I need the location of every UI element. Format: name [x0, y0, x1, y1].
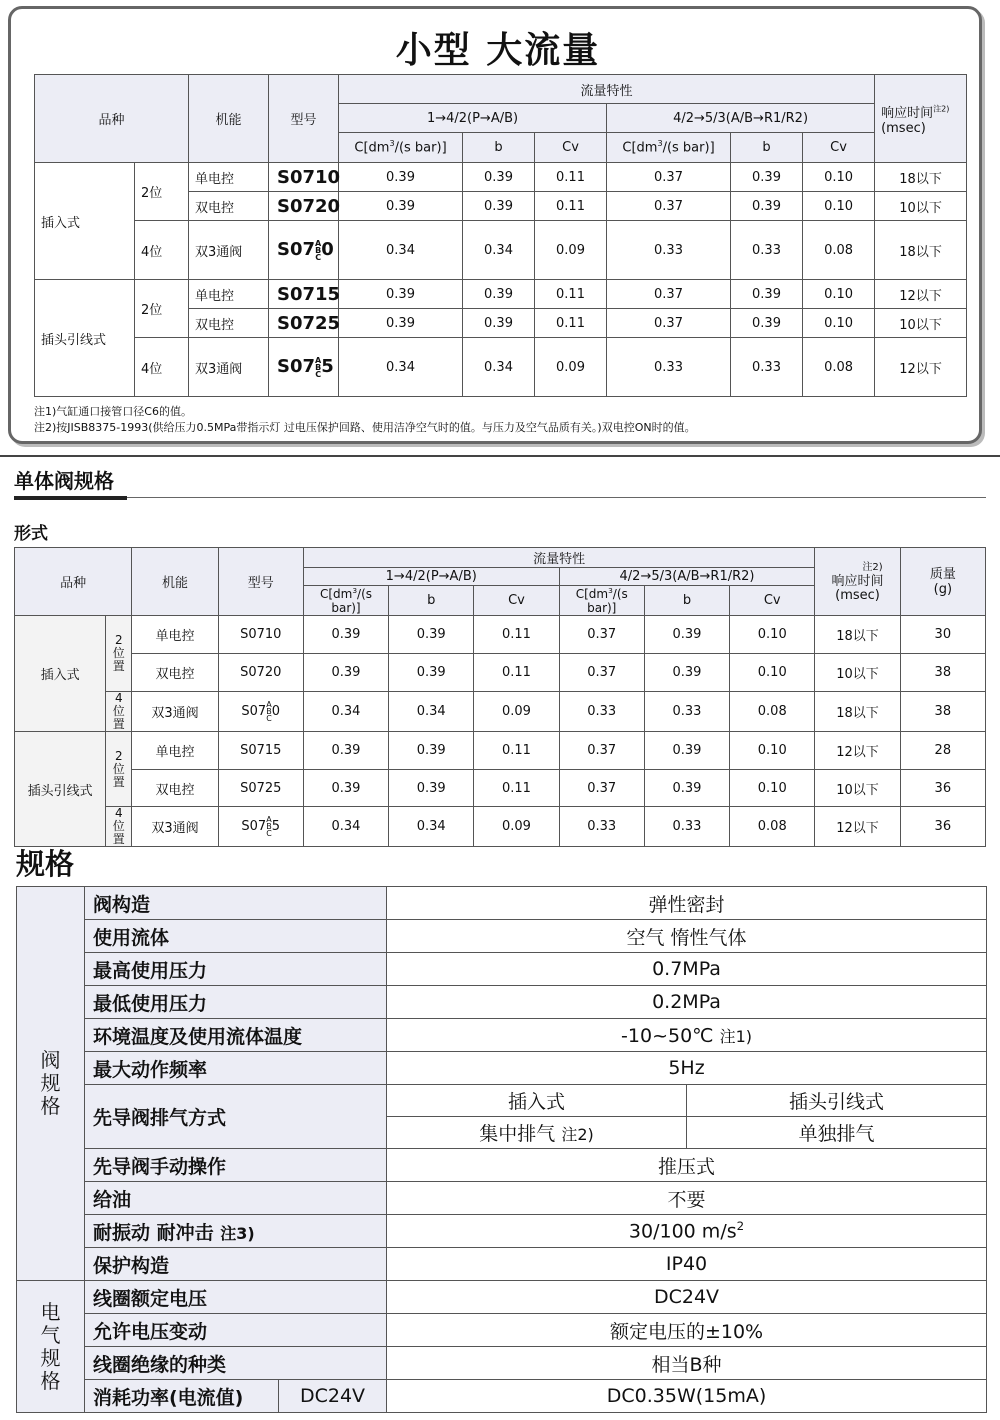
table-cell: 0.10	[730, 654, 815, 692]
table-cell: DC24V	[279, 1380, 387, 1413]
header-cv1: Cv	[535, 133, 607, 163]
table-cell: 0.10	[803, 163, 875, 192]
table-cell: 空气 惰性气体	[387, 920, 987, 953]
table-cell: 0.39	[731, 309, 803, 338]
category-valve: 阀 规 格	[17, 887, 85, 1281]
table-cell: 插入式	[387, 1085, 687, 1117]
heading-underline	[14, 497, 986, 498]
header-function: 机能	[189, 75, 269, 163]
table-cell: 双3通阀	[132, 807, 218, 847]
table-cell: 12以下	[875, 280, 967, 309]
single-valve-table	[14, 547, 986, 847]
table-cell: 0.39	[303, 732, 388, 770]
table-cell: 单独排气	[687, 1117, 987, 1149]
table-cell: 双3通阀	[132, 692, 218, 732]
table-cell: 0.09	[474, 807, 559, 847]
pos-4: 4位	[135, 221, 189, 280]
table-cell: 单电控	[189, 280, 269, 309]
table-cell: 允许电压变动	[85, 1314, 387, 1347]
table-cell: 0.08	[730, 692, 815, 732]
section-heading-specs: 规格	[16, 847, 75, 881]
table-cell: 0.11	[474, 770, 559, 807]
table-cell: 0.39	[339, 192, 463, 221]
table-cell: 额定电压的±10%	[387, 1314, 987, 1347]
table-cell: 0.11	[535, 163, 607, 192]
table-cell: 30	[900, 616, 985, 654]
table-cell: S0725	[269, 309, 339, 338]
table-cell: 28	[900, 732, 985, 770]
table-cell: 18以下	[815, 616, 900, 654]
table-cell: 最高使用压力	[85, 953, 387, 986]
panel-title: 小型 大流量	[395, 30, 601, 71]
table-row	[15, 770, 986, 807]
table-cell: 0.11	[474, 616, 559, 654]
table-cell: 0.10	[803, 280, 875, 309]
table-row	[15, 692, 986, 732]
table-row	[35, 338, 967, 397]
table-cell: 18以下	[875, 163, 967, 192]
table-cell: 0.37	[607, 309, 731, 338]
table-cell: 0.37	[607, 163, 731, 192]
table-cell: 18以下	[875, 221, 967, 280]
table-cell: 0.11	[474, 732, 559, 770]
table-cell: 0.10	[730, 616, 815, 654]
table-cell: 给油	[85, 1182, 387, 1215]
header-b2: b	[644, 586, 729, 616]
table-cell: S0720	[218, 654, 303, 692]
table-cell: 0.08	[803, 221, 875, 280]
table-cell: 保护构造	[85, 1248, 387, 1281]
table-cell: 推压式	[387, 1149, 987, 1182]
table-cell: 0.37	[607, 192, 731, 221]
table-cell: S0710	[218, 616, 303, 654]
pos-4: 4位	[135, 338, 189, 397]
table-cell: 单电控	[132, 732, 218, 770]
pos-4: 4 位 置	[106, 807, 132, 847]
table-cell: 0.39	[389, 770, 474, 807]
table-cell: 0.37	[559, 770, 644, 807]
group-plug-lead: 插头引线式	[15, 732, 106, 847]
header-flow: 流量特性	[303, 548, 815, 568]
header-b1: b	[389, 586, 474, 616]
table-cell: 0.09	[535, 221, 607, 280]
group-plug-lead: 插头引线式	[35, 280, 135, 397]
table-cell: 0.11	[535, 280, 607, 309]
specs-table	[16, 886, 987, 1413]
table-cell: 0.39	[731, 192, 803, 221]
table-cell: 0.10	[803, 192, 875, 221]
header-variety: 品种	[15, 548, 132, 616]
table-cell: 0.33	[644, 807, 729, 847]
table-cell: 双电控	[132, 770, 218, 807]
table-cell: 0.7MPa	[387, 953, 987, 986]
header-mass: 质量 (g)	[900, 548, 985, 616]
table-cell: S0715	[218, 732, 303, 770]
table-cell: 线圈绝缘的种类	[85, 1347, 387, 1380]
table-cell: 18以下	[815, 692, 900, 732]
table-cell: 0.34	[339, 338, 463, 397]
table-cell: 不要	[387, 1182, 987, 1215]
header-dir1: 1→4/2(P→A/B)	[303, 568, 559, 586]
table-cell: 0.2MPa	[387, 986, 987, 1019]
note-1: 注1)气缸通口接管口径C6的值。	[34, 405, 192, 418]
table-cell: 线圈额定电压	[85, 1281, 387, 1314]
table-row	[35, 280, 967, 309]
table-row	[15, 807, 986, 847]
category-electrical: 电 气 规 格	[17, 1281, 85, 1413]
table-cell: 5Hz	[387, 1052, 987, 1085]
header-response: 响应时间$^{注2)}$ (msec)	[875, 75, 967, 163]
table-cell: 插头引线式	[687, 1085, 987, 1117]
table-cell: 0.34	[303, 807, 388, 847]
table-cell: 0.37	[559, 616, 644, 654]
header-flow: 流量特性	[339, 75, 875, 104]
table-cell: 双电控	[189, 309, 269, 338]
table-cell: 0.11	[535, 192, 607, 221]
table-cell: 36	[900, 770, 985, 807]
table-cell: 0.34	[463, 338, 535, 397]
header-b2: b	[731, 133, 803, 163]
table-row	[15, 616, 986, 654]
table-cell: 36	[900, 807, 985, 847]
table-cell: 0.37	[607, 280, 731, 309]
table-cell: 0.11	[474, 654, 559, 692]
table-cell: 0.34	[389, 807, 474, 847]
table-cell: 0.34	[389, 692, 474, 732]
table-cell: 0.39	[731, 163, 803, 192]
table-cell: 0.37	[559, 732, 644, 770]
table-cell: 0.39	[339, 280, 463, 309]
group-plugin: 插入式	[35, 163, 135, 280]
header-cv1: Cv	[474, 586, 559, 616]
table-cell: 0.39	[463, 309, 535, 338]
table-cell: 0.39	[644, 616, 729, 654]
table-cell: 0.08	[803, 338, 875, 397]
table-cell: 0.39	[303, 616, 388, 654]
section-heading-single: 单体阀规格	[14, 469, 114, 493]
table-cell: 12以下	[815, 732, 900, 770]
flow-table	[34, 74, 967, 397]
table-cell: 消耗功率(电流值)	[85, 1380, 279, 1413]
pos-2: 2 位 置	[106, 732, 132, 807]
table-cell: 30/100 $m/s^2$	[387, 1215, 987, 1248]
table-cell: 38	[900, 654, 985, 692]
header-variety: 品种	[35, 75, 189, 163]
table-cell: 0.09	[474, 692, 559, 732]
table-cell: 0.34	[303, 692, 388, 732]
pos-2: 2 位 置	[106, 616, 132, 692]
table-cell: 0.39	[339, 163, 463, 192]
header-dir2: 4/2→5/3(A/B→R1/R2)	[607, 104, 875, 133]
model-stacked: S07A B C0	[269, 221, 339, 280]
model-stacked: S07A B C5	[218, 807, 303, 847]
table-cell: 12以下	[875, 338, 967, 397]
table-cell: S0725	[218, 770, 303, 807]
table-cell: 最低使用压力	[85, 986, 387, 1019]
header-dir2: 4/2→5/3(A/B→R1/R2)	[559, 568, 815, 586]
table-cell: 0.39	[463, 280, 535, 309]
header-dir1: 1→4/2(P→A/B)	[339, 104, 607, 133]
table-cell: -10~50℃ 注1)	[387, 1019, 987, 1052]
table-cell: 0.33	[559, 807, 644, 847]
table-cell: 0.08	[730, 807, 815, 847]
table-cell: 单电控	[189, 163, 269, 192]
header-cv2: Cv	[730, 586, 815, 616]
header-b1: b	[463, 133, 535, 163]
table-cell: 10以下	[875, 309, 967, 338]
table-cell: 相当B种	[387, 1347, 987, 1380]
header-c2: $C[dm^3/(s$ bar)]	[607, 133, 731, 163]
table-cell: 10以下	[815, 654, 900, 692]
pos-2: 2位	[135, 280, 189, 338]
table-cell: 0.33	[607, 338, 731, 397]
table-cell: 环境温度及使用流体温度	[85, 1019, 387, 1052]
table-cell: 0.10	[730, 732, 815, 770]
table-cell: 0.39	[389, 732, 474, 770]
table-cell: 0.34	[339, 221, 463, 280]
table-cell: 10以下	[875, 192, 967, 221]
pos-2: 2位	[135, 163, 189, 221]
table-cell: S0715	[269, 280, 339, 309]
header-c1: $C[dm^3/(s$ bar)]	[339, 133, 463, 163]
table-row	[15, 654, 986, 692]
section-divider	[0, 455, 1000, 457]
table-cell: 0.33	[731, 338, 803, 397]
table-row	[35, 221, 967, 280]
table-cell: 0.39	[731, 280, 803, 309]
table-cell: 0.39	[644, 732, 729, 770]
table-cell: 0.10	[730, 770, 815, 807]
table-cell: 0.11	[535, 309, 607, 338]
table-cell: S0710	[269, 163, 339, 192]
table-cell: 10以下	[815, 770, 900, 807]
table-cell: 0.39	[463, 163, 535, 192]
table-cell: IP40	[387, 1248, 987, 1281]
header-response: 注2) 响应时间 (msec)	[815, 548, 900, 616]
header-c1: $C[dm^3/(s$ bar)]	[303, 586, 388, 616]
table-row	[35, 163, 967, 192]
table-cell: 阀构造	[85, 887, 387, 920]
table-cell: 0.39	[389, 616, 474, 654]
table-cell: 0.33	[731, 221, 803, 280]
table-cell: 先导阀手动操作	[85, 1149, 387, 1182]
table-cell: 先导阀排气方式	[85, 1085, 387, 1149]
table-cell: 0.39	[303, 770, 388, 807]
table-cell: 单电控	[132, 616, 218, 654]
form-heading: 形式	[14, 524, 48, 544]
table-cell: 弹性密封	[387, 887, 987, 920]
table-cell: 双3通阀	[189, 338, 269, 397]
table-cell: 0.33	[559, 692, 644, 732]
table-cell: 0.39	[339, 309, 463, 338]
heading-underline-bar	[14, 496, 127, 500]
table-cell: 双电控	[132, 654, 218, 692]
table-cell: 12以下	[815, 807, 900, 847]
header-cv2: Cv	[803, 133, 875, 163]
table-cell: 0.39	[644, 770, 729, 807]
table-cell: S0720	[269, 192, 339, 221]
table-cell: 0.39	[389, 654, 474, 692]
table-cell: 集中排气 注2)	[387, 1117, 687, 1149]
table-cell: 0.39	[644, 654, 729, 692]
table-cell: 0.37	[559, 654, 644, 692]
table-cell: 0.09	[535, 338, 607, 397]
header-c2: $C[dm^3/(s$ bar)]	[559, 586, 644, 616]
table-cell: 0.34	[463, 221, 535, 280]
header-model: 型号	[269, 75, 339, 163]
table-cell: 0.39	[303, 654, 388, 692]
note-2: 注2)按JISB8375-1993(供给压力0.5MPa带指示灯 过电压保护回路、使用洁净空气时的值。与压力及空气品质有关。)双电控ON时的值。	[34, 421, 696, 434]
model-stacked: S07A B C0	[218, 692, 303, 732]
table-cell: 使用流体	[85, 920, 387, 953]
model-stacked: S07A B C5	[269, 338, 339, 397]
table-cell: 最大动作频率	[85, 1052, 387, 1085]
table-cell: DC0.35W(15mA)	[387, 1380, 987, 1413]
header-model: 型号	[218, 548, 303, 616]
group-plugin: 插入式	[15, 616, 106, 732]
table-cell: 耐振动 耐冲击 注3)	[85, 1215, 387, 1248]
table-row	[15, 732, 986, 770]
table-cell: DC24V	[387, 1281, 987, 1314]
table-cell: 双3通阀	[189, 221, 269, 280]
table-cell: 0.33	[607, 221, 731, 280]
pos-4: 4 位 置	[106, 692, 132, 732]
table-cell: 38	[900, 692, 985, 732]
table-cell: 0.33	[644, 692, 729, 732]
table-cell: 0.39	[463, 192, 535, 221]
table-cell: 0.10	[803, 309, 875, 338]
header-function: 机能	[132, 548, 218, 616]
table-cell: 双电控	[189, 192, 269, 221]
